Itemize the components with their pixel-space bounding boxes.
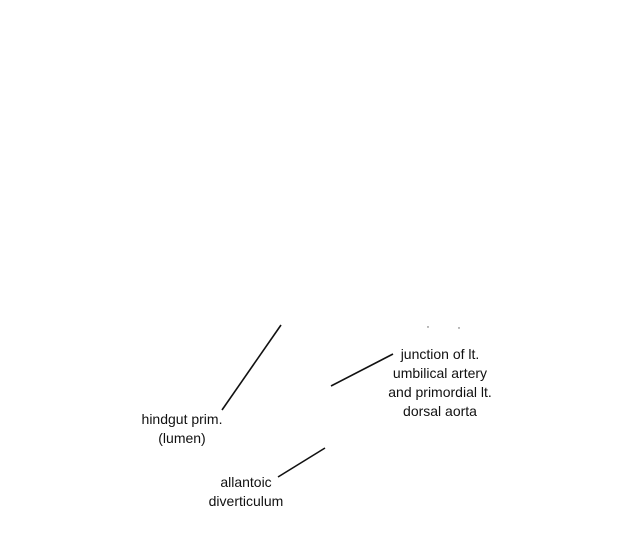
label-line: (lumen): [158, 430, 206, 446]
label-line: hindgut prim.: [141, 411, 223, 427]
label-line: diverticulum: [208, 493, 284, 509]
label-line: and primordial lt.: [388, 384, 492, 400]
speck-mark: [458, 327, 459, 328]
speck-mark: [427, 326, 428, 327]
label-line: junction of lt.: [400, 346, 480, 362]
label-allantoic-diverticulum: [196, 473, 296, 511]
label-line: allantoic: [220, 474, 272, 490]
label-junction-umbilical-artery: [372, 345, 508, 421]
leader-line-hindgut: [222, 325, 281, 410]
label-hindgut-primordium: [128, 410, 236, 448]
label-line: umbilical artery: [392, 365, 488, 381]
label-line: dorsal aorta: [403, 403, 477, 419]
